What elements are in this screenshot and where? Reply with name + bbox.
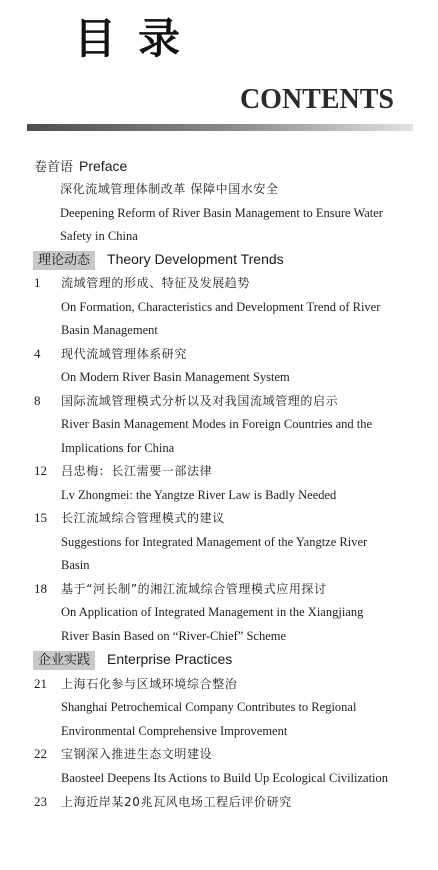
toc-entry-page-number: 15 xyxy=(34,510,47,525)
toc-entry-title-en[interactable]: On Application of Integrated Management in the Xiangjiang xyxy=(61,605,364,619)
toc-entry-page-number: 22 xyxy=(34,746,47,761)
toc-entry-title-cn[interactable]: 深化流域管理体制改革 保障中国水安全 xyxy=(60,182,279,196)
toc-entry-title-en[interactable]: On Modern River Basin Management System xyxy=(61,370,290,384)
section-label-cn: 企业实践 xyxy=(33,651,95,670)
toc-entry-title-cn[interactable]: 上海石化参与区域环境综合整治 xyxy=(61,677,238,691)
toc-entry-page-number: 23 xyxy=(34,794,47,809)
toc-entry-title-en[interactable]: Deepening Reform of River Basin Management to Ensure Water xyxy=(60,206,383,220)
toc-entry-title-en[interactable]: Environmental Comprehensive Improvement xyxy=(61,724,288,738)
section-heading-theory[interactable] xyxy=(33,250,284,269)
toc-entry-title-cn[interactable]: 国际流域管理模式分析以及对我国流域管理的启示 xyxy=(61,394,339,408)
toc-entry-page-number: 21 xyxy=(34,676,47,691)
section-label-en: Preface xyxy=(79,158,128,174)
toc-entry-page-number: 4 xyxy=(34,346,41,361)
toc-entry-title-en[interactable]: On Formation, Characteristics and Development Trend of River xyxy=(61,300,381,314)
toc-entry-title-en[interactable]: Basin xyxy=(61,558,90,572)
section-label-en: Enterprise Practices xyxy=(107,651,233,667)
title-divider-bar xyxy=(27,124,413,131)
toc-entry-title-cn[interactable]: 吕忠梅：长江需要一部法律 xyxy=(61,464,213,478)
toc-entry-title-en[interactable]: River Basin Based on “River-Chief” Scheme xyxy=(61,629,287,643)
toc-entry-title-en[interactable]: Shanghai Petrochemical Company Contributes to Regional xyxy=(61,700,357,714)
toc-entry-title-en[interactable]: Suggestions for Integrated Management of the Yangtze River xyxy=(61,535,368,549)
toc-entry-page-number: 8 xyxy=(34,393,41,408)
toc-entry-title-en[interactable]: Implications for China xyxy=(61,441,175,455)
page-title-cn: 目录 xyxy=(74,14,203,63)
toc-entry-title-cn[interactable]: 现代流域管理体系研究 xyxy=(61,347,188,361)
toc-entry-title-cn[interactable]: 基于“河长制”的湘江流域综合管理模式应用探讨 xyxy=(61,582,327,596)
toc-entry-title-cn[interactable]: 长江流域综合管理模式的建议 xyxy=(61,511,225,525)
toc-entry-title-en[interactable]: Basin Management xyxy=(61,323,158,337)
toc-entry-title-en[interactable]: Safety in China xyxy=(60,229,138,243)
toc-entry-title-en[interactable]: Lv Zhongmei: the Yangtze River Law is Badly Needed xyxy=(61,488,337,502)
toc-entry-title-cn[interactable]: 宝钢深入推进生态文明建设 xyxy=(61,747,213,761)
toc-entry-title-cn[interactable]: 上海近岸某20兆瓦风电场工程后评价研究 xyxy=(61,795,292,809)
toc-entry-page-number: 12 xyxy=(34,463,47,478)
toc-entry-title-en[interactable]: River Basin Management Modes in Foreign Countries and the xyxy=(61,417,373,431)
toc-entry-title-en[interactable]: Baosteel Deepens Its Actions to Build Up Ecological Civilization xyxy=(61,771,389,785)
toc-entry-page-number: 18 xyxy=(34,581,47,596)
section-heading-enterprise[interactable] xyxy=(33,650,232,669)
section-label-cn: 理论动态 xyxy=(33,251,95,270)
section-heading-preface[interactable] xyxy=(34,157,127,177)
section-label-cn: 卷首语 xyxy=(34,160,74,175)
toc-entry-page-number: 1 xyxy=(34,275,41,290)
section-label-en: Theory Development Trends xyxy=(107,251,284,267)
page-title-en: CONTENTS xyxy=(239,84,394,115)
toc-entry-title-cn[interactable]: 流域管理的形成、特征及发展趋势 xyxy=(61,276,251,290)
